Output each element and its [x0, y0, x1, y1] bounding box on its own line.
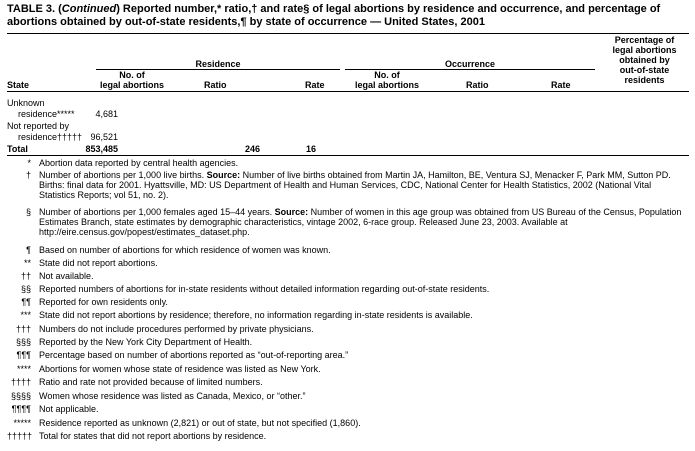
title-rest: ) Reported number,* ratio,† and rate§ of legal abortions by residence and occurrence, and percentage of abortions obtained by out-of-state residents,¶ by state of occurrence — United States, 2001	[7, 3, 661, 28]
pct-line-2: legal abortions	[612, 45, 677, 55]
footnote-mark: ¶¶	[21, 297, 31, 307]
footnote-text: Not applicable.	[39, 404, 99, 414]
occ-no-header	[351, 70, 423, 90]
footnote-mark: §§	[20, 284, 31, 294]
residence-header: Residence	[195, 59, 241, 69]
footnote-mark: ††	[20, 271, 31, 281]
row-unknown-label-1: Unknown	[7, 98, 45, 108]
footnote-mark: †††††	[7, 431, 33, 441]
row-notrep-label-2: residence†††††	[18, 132, 83, 142]
footnote-mark: ¶¶¶	[16, 350, 31, 360]
footnote-text-a: Number of abortions per 1,000 females aged 15–44 years.	[39, 207, 275, 217]
footnote-text: State did not report abortions by residence; therefore, no information regarding in-state residents is available.	[39, 310, 473, 320]
footnote-text: Abortions for women whose state of residence was listed as New York.	[39, 364, 321, 374]
footnote-text-a: Number of abortions per 1,000 live births.	[39, 170, 207, 180]
res-no-of: No. of	[119, 70, 145, 80]
header-rule	[7, 91, 689, 92]
footnote-text-b: Number of live births obtained from Martin JA, Hamilton, BE, Ventura SJ, Menacker F, Park MM, Sutton PD. Births: final data for 2001. Hyattsville, MD: US Department of Health and Human Services, CDC, National Center for Health Statistics, 2002 (National Vital Statistics Reports; vol 51, no. 2).	[39, 170, 671, 200]
res-legal-abortions: legal abortions	[99, 80, 164, 90]
row-total-label: Total	[7, 144, 28, 154]
pct-line-1: Percentage of	[614, 35, 675, 45]
footnote-mark: †††	[15, 324, 31, 334]
footnote-text: Reported numbers of abortions for in-state residents without detailed information regarding out-of-state residents.	[39, 284, 490, 294]
table-title	[7, 3, 689, 29]
footnote-source-label: Source:	[206, 170, 241, 180]
footnote-mark: §	[25, 207, 31, 217]
footnote-mark: ††††	[10, 377, 31, 387]
footnote-mark: ****	[16, 364, 31, 374]
footnote-text: State did not report abortions.	[39, 258, 158, 268]
occurrence-header: Occurrence	[444, 59, 496, 69]
footnote-mark: *	[27, 158, 31, 168]
res-rate-header: Rate	[305, 80, 325, 90]
footnote-text: Based on number of abortions for which residence of women was known.	[39, 245, 331, 255]
title-lead: TABLE 3. (	[7, 3, 62, 15]
row-notrep-number: 96,521	[90, 132, 118, 142]
footnote-text	[39, 170, 689, 200]
footnote-mark: ***	[20, 310, 31, 320]
occ-legal-abortions: legal abortions	[354, 80, 419, 90]
row-unknown-label-2: residence*****	[18, 109, 75, 119]
occ-ratio-header: Ratio	[466, 80, 489, 90]
footnote-mark: ¶¶¶¶	[11, 404, 31, 414]
pct-line-5: residents	[624, 75, 665, 85]
footnote-mark: †	[25, 170, 31, 180]
footnote-text: Total for states that did not report abortions by residence.	[39, 431, 267, 441]
res-ratio-header: Ratio	[204, 80, 227, 90]
row-total-ratio: 246	[244, 144, 260, 154]
title-continued: Continued	[61, 3, 117, 15]
footnote-mark: *****	[13, 418, 31, 428]
footnote-text: Percentage based on number of abortions reported as “out-of-reporting area.”	[39, 350, 349, 360]
footnote-text: Abortion data reported by central health agencies.	[39, 158, 239, 168]
footnote-mark: §§§§	[10, 391, 31, 401]
table-bottom-rule	[7, 155, 689, 156]
footnote-text: Women whose residence was listed as Canada, Mexico, or “other.”	[39, 391, 306, 401]
footnote-text: Ratio and rate not provided because of limited numbers.	[39, 377, 263, 387]
pct-line-4: out-of-state	[619, 65, 670, 75]
pct-line-3: obtained by	[619, 55, 670, 65]
footnote-text: Numbers do not include procedures performed by private physicians.	[39, 324, 314, 334]
state-header: State	[7, 80, 30, 90]
footnote-text	[39, 207, 689, 237]
pct-header	[600, 35, 689, 85]
footnote-text: Not available.	[39, 271, 94, 281]
top-rule	[7, 33, 689, 34]
occ-no-of: No. of	[374, 70, 400, 80]
footnote-text-b: Number of women in this age group was obtained from US Bureau of the Census, Population Estimates Branch, state estimates by demographic characteristics, vintage 2002, 6-race group. Released June 23, 2003. Available at http://eire.census.gov/popest/estimates_dataset.php.	[39, 207, 682, 237]
footnote-mark: §§§	[15, 337, 31, 347]
res-no-header	[96, 70, 168, 90]
row-notrep-label-1: Not reported by	[7, 121, 70, 131]
row-total-number: 853,485	[85, 144, 118, 154]
row-total-rate: 16	[305, 144, 316, 154]
footnote-text: Residence reported as unknown (2,821) or out of state, but not specified (1,860).	[39, 418, 361, 428]
footnote-text: Reported for own residents only.	[39, 297, 168, 307]
footnote-text: Reported by the New York City Department of Health.	[39, 337, 253, 347]
row-unknown-number: 4,681	[95, 109, 118, 119]
footnote-mark: **	[23, 258, 31, 268]
footnote-source-label: Source:	[274, 207, 309, 217]
occ-rate-header: Rate	[551, 80, 571, 90]
footnote-mark: ¶	[26, 245, 31, 255]
